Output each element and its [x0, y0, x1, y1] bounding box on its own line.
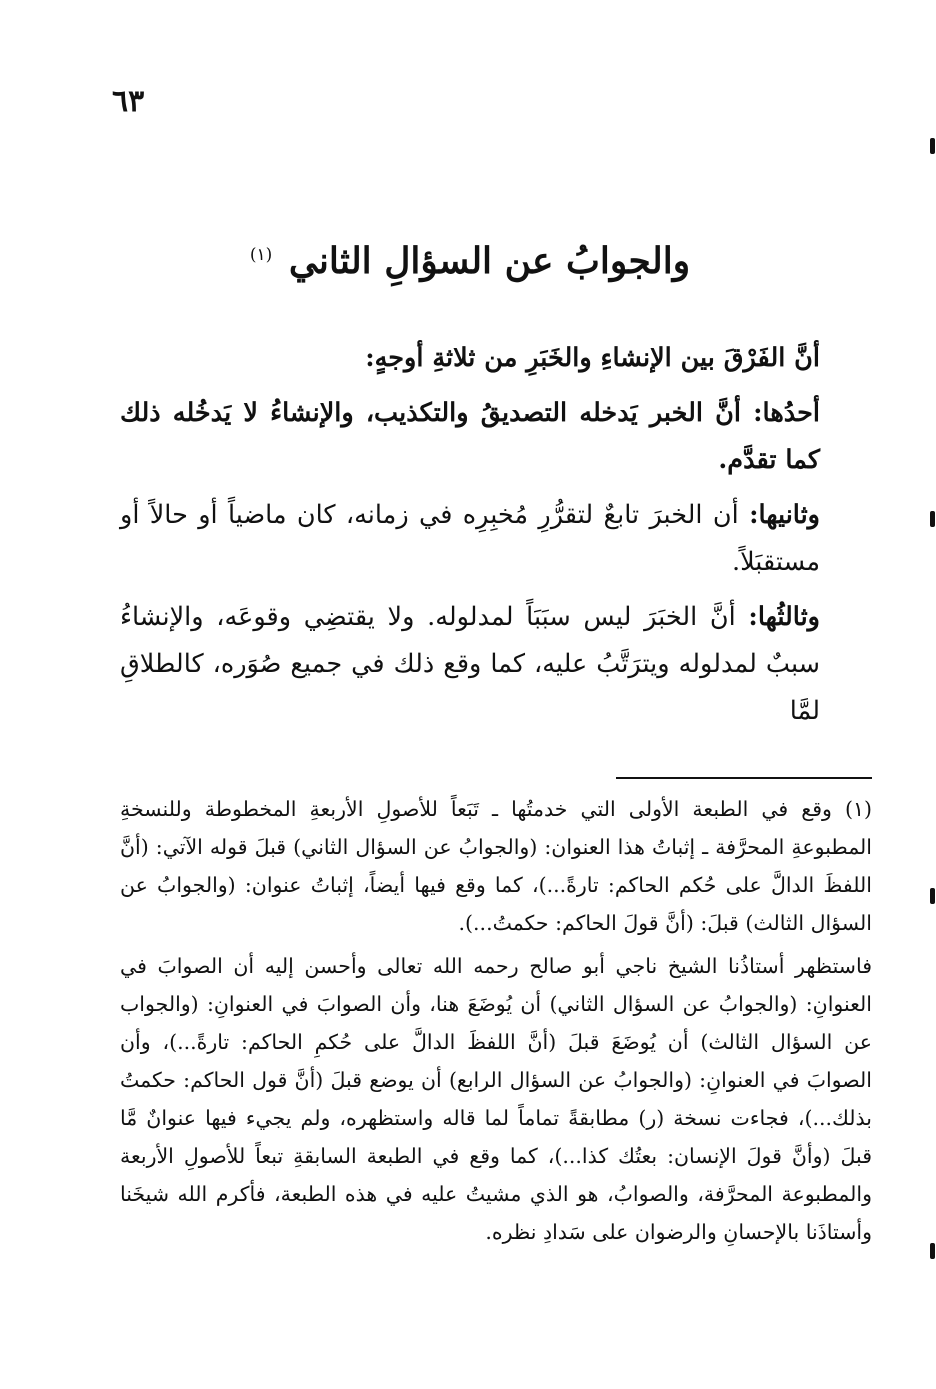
first-point: أحدُها: أنَّ الخبر يَدخله التصديقُ والتكذيب، والإنشاءُ لا يَدخُله ذلك كما تقدَّم.	[120, 398, 820, 475]
second-point-label: وثانيها:	[749, 500, 820, 530]
third-point	[120, 594, 820, 735]
intro-paragraph: أنَّ الفَرْقَ بين الإنشاءِ والخَبَرِ من ثلاثةِ أوجهٍ:	[365, 343, 820, 373]
heading-footnote-ref: (١)	[249, 245, 273, 265]
footnote-divider	[616, 777, 872, 779]
third-point-label: وثالثُها:	[748, 602, 820, 632]
edge-mark	[930, 888, 935, 904]
third-point-text: أنَّ الخبَرَ ليس سبَبَاً لمدلوله. ولا يقتضِي وقوعَه، والإنشاءُ سببٌ لمدلوله ويترَتَّبُ عليه، كما وقع ذلك في جميع صُوَره، كالطلاقِ لمَّا	[120, 602, 821, 726]
footnotes	[120, 790, 872, 1256]
page-number: ٦٣	[112, 84, 145, 119]
heading-title: والجوابُ عن السؤالِ الثاني	[288, 240, 691, 282]
second-point-text: أن الخبرَ تابعٌ لتقرُّرِ مُخبِرِه في زمانه، كان ماضياً أو حالاً أو مستقبَلاً.	[120, 500, 820, 577]
edge-mark	[930, 138, 935, 154]
edge-mark	[930, 511, 935, 527]
main-text	[120, 335, 820, 743]
footnote-1-continuation: فاستظهر أستاذُنا الشيخ ناجي أبو صالح رحمه الله تعالى وأحسن إليه أن الصوابَ في العنوانِ: (والجوابُ عن السؤال الثاني) أن يُوضَعَ هنا، وأن الصوابَ في العنوانِ: (والجواب عن السؤال الثالث) أن يُوضَعَ قبلَ (أنَّ اللفظَ الدالَّ على حُكمِ الحاكم: تارةً...)، وأن الصوابَ في العنوانِ: (والجوابُ عن السؤال الرابع) أن يوضع قبلَ (أنَّ قول الحاكم: حكمتُ بذلك...)، فجاءت نسخة (ر) مطابقةً تماماً لما قاله واستظهره، ولم يجيء فيها عنوانٌ مَّا قبلَ (وأنَّ قولَ الإنسان: بعتُك كذا...)، كما وقع في الطبعة السابقةِ تبعاً للأصولِ الأربعة والمطبوعة المحرَّفة، والصوابُ، هو الذي مشيتُ عليه في هذه الطبعة، فأكرم الله شيخَنا وأستاذَنا بالإحسانِ والرضوان على سَدادِ نظره.	[120, 954, 872, 1244]
second-point	[120, 492, 820, 586]
section-heading	[240, 238, 700, 285]
footnote-1: (١) وقع في الطبعة الأولى التي خدمتُها ـ تَبَعاً للأصولِ الأربعةِ المخطوطة وللنسخةِ المطبوعةِ المحرَّفة ـ إثباتُ هذا العنوان: (والجوابُ عن السؤال الثاني) قبلَ قوله الآتي: (أنَّ اللفظَ الدالَّ على حُكم الحاكم: تارةً...)، كما وقع فيها أيضاً، إثباتُ عنوان: (والجوابُ عن السؤال الثالث) قبلَ: (أنَّ قولَ الحاكم: حكمتُ...).	[120, 797, 872, 935]
edge-mark	[930, 1243, 935, 1259]
